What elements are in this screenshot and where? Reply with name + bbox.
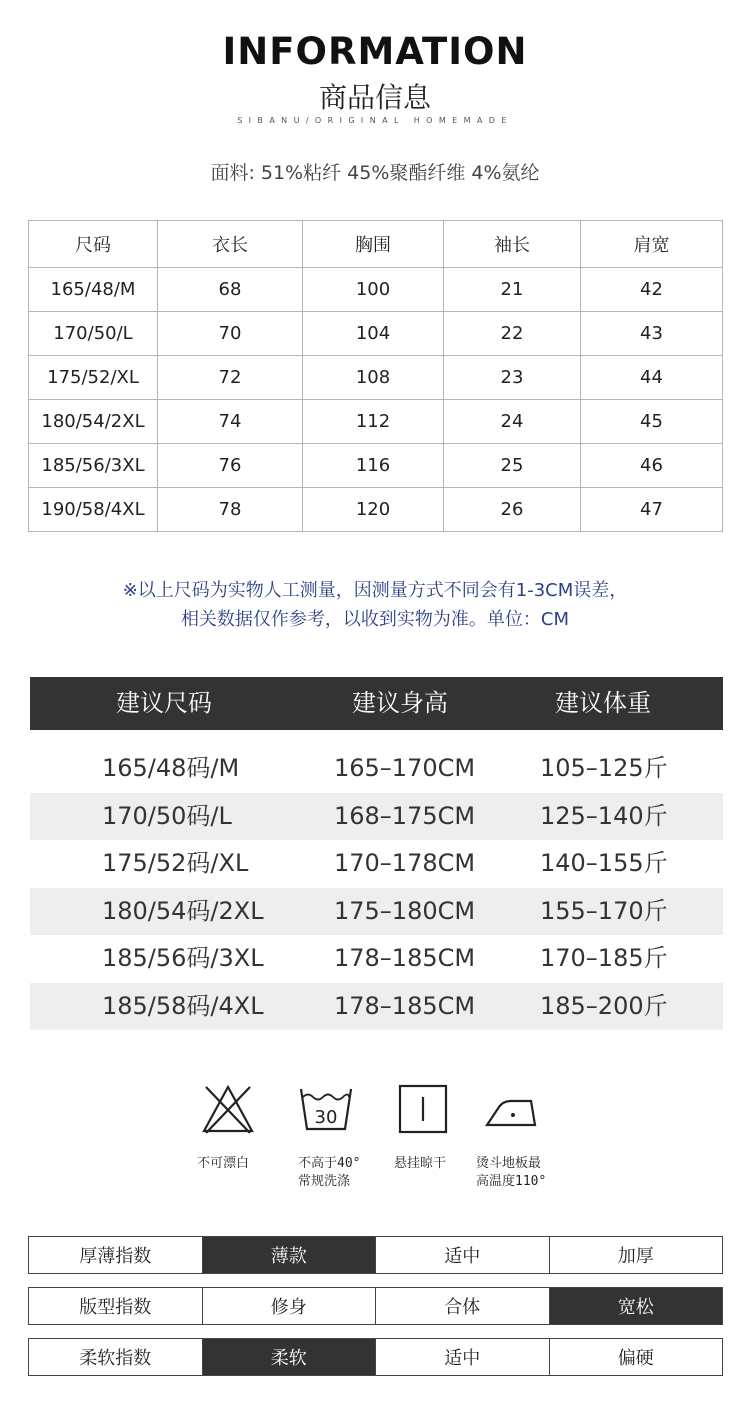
- table-cell: 104: [303, 312, 444, 356]
- fabric-composition: 面料: 51%粘纤 45%聚酯纤维 4%氨纶: [210, 162, 540, 184]
- index-option: 加厚: [549, 1237, 723, 1274]
- table-cell: 70: [158, 312, 303, 356]
- recommend-height: 168–175CM: [334, 801, 476, 830]
- table-cell: 47: [581, 488, 723, 532]
- table-cell: 26: [444, 488, 581, 532]
- table-cell: 21: [444, 268, 581, 312]
- page-title: INFORMATION: [222, 30, 528, 73]
- table-cell: 78: [158, 488, 303, 532]
- table-cell: 100: [303, 268, 444, 312]
- recommend-weight: 140–155斤: [540, 849, 668, 877]
- table-cell: 45: [581, 400, 723, 444]
- no-bleach-icon: [200, 1083, 256, 1137]
- recommend-header-height: 建议身高: [352, 689, 448, 717]
- table-cell: 120: [303, 488, 444, 532]
- measurement-note: [0, 576, 750, 634]
- table-cell: 165/48/M: [29, 268, 158, 312]
- list-item: [30, 983, 723, 1031]
- index-label: 厚薄指数: [29, 1237, 203, 1274]
- recommend-size: 175/52码/XL: [102, 849, 249, 877]
- table-row: [29, 356, 723, 400]
- table-row: [29, 488, 723, 532]
- index-label: 版型指数: [29, 1288, 203, 1325]
- recommend-size: 185/58码/4XL: [102, 991, 264, 1020]
- recommend-size: 180/54码/2XL: [102, 896, 264, 925]
- hang-dry-label: 悬挂晾干: [394, 1156, 447, 1171]
- recommend-header-weight: 建议体重: [555, 689, 651, 717]
- list-item: [30, 888, 723, 936]
- table-cell: 76: [158, 444, 303, 488]
- index-option: 柔软: [202, 1339, 376, 1376]
- table-row: [29, 400, 723, 444]
- table-cell: 175/52/XL: [29, 356, 158, 400]
- wash-temperature: 30: [314, 1107, 338, 1128]
- index-option: 修身: [202, 1288, 376, 1325]
- recommend-height: 165–170CM: [334, 754, 476, 782]
- iron-label: 烫斗地板最 高温度110°: [476, 1156, 547, 1189]
- table-cell: 23: [444, 356, 581, 400]
- table-cell: 180/54/2XL: [29, 400, 158, 444]
- table-cell: 170/50/L: [29, 312, 158, 356]
- table-cell: 44: [581, 356, 723, 400]
- size-table: [28, 220, 723, 532]
- header-cell: 袖长: [444, 221, 581, 268]
- index-option: 适中: [376, 1237, 550, 1274]
- table-cell: 116: [303, 444, 444, 488]
- recommend-weight: 170–185斤: [540, 944, 668, 972]
- index-option: 薄款: [202, 1237, 376, 1274]
- index-option: 宽松: [549, 1288, 723, 1325]
- table-cell: 43: [581, 312, 723, 356]
- table-row: [29, 1288, 723, 1325]
- softness-index: [28, 1338, 723, 1376]
- iron-low-icon: [483, 1083, 541, 1137]
- index-option: 偏硬: [549, 1339, 723, 1376]
- table-cell: 74: [158, 400, 303, 444]
- header-cell: 衣长: [158, 221, 303, 268]
- recommend-header: [30, 677, 723, 730]
- list-item: [30, 793, 723, 841]
- table-cell: 190/58/4XL: [29, 488, 158, 532]
- index-label: 柔软指数: [29, 1339, 203, 1376]
- recommend-weight: 125–140斤: [540, 801, 668, 830]
- hang-dry-icon: [397, 1083, 451, 1137]
- recommend-header-size: 建议尺码: [116, 689, 212, 717]
- recommend-size: 170/50码/L: [102, 801, 232, 830]
- header-cell: 尺码: [29, 221, 158, 268]
- table-row: [29, 268, 723, 312]
- table-row: [29, 1339, 723, 1376]
- thickness-index: [28, 1236, 723, 1274]
- recommend-table: [30, 745, 723, 1030]
- list-item: [30, 935, 723, 983]
- table-cell: 42: [581, 268, 723, 312]
- list-item: [30, 745, 723, 793]
- table-cell: 185/56/3XL: [29, 444, 158, 488]
- note-line: 相关数据仅作参考，以收到实物为准。单位：CM: [180, 609, 570, 630]
- table-cell: 25: [444, 444, 581, 488]
- wash-label: 不高于40° 常规洗涤: [298, 1156, 361, 1189]
- recommend-size: 165/48码/M: [102, 754, 240, 782]
- table-cell: 112: [303, 400, 444, 444]
- size-table-header: [29, 221, 723, 268]
- header-cell: 肩宽: [581, 221, 723, 268]
- table-cell: 24: [444, 400, 581, 444]
- table-row: [29, 444, 723, 488]
- recommend-weight: 185–200斤: [540, 991, 668, 1020]
- table-cell: 108: [303, 356, 444, 400]
- recommend-height: 170–178CM: [334, 849, 476, 877]
- table-cell: 68: [158, 268, 303, 312]
- recommend-weight: 105–125斤: [540, 754, 668, 782]
- recommend-height: 178–185CM: [334, 991, 476, 1020]
- recommend-weight: 155–170斤: [540, 896, 668, 925]
- table-cell: 22: [444, 312, 581, 356]
- no-bleach-label: 不可漂白: [197, 1156, 250, 1171]
- brand-tagline: SIBANU/ORIGINAL HOMEMADE: [237, 116, 513, 125]
- recommend-height: 178–185CM: [334, 944, 476, 972]
- wash-30-icon: [298, 1083, 354, 1137]
- index-option: 适中: [376, 1339, 550, 1376]
- page-subtitle: 商品信息: [318, 81, 431, 114]
- table-cell: 46: [581, 444, 723, 488]
- header-cell: 胸围: [303, 221, 444, 268]
- fit-index: [28, 1287, 723, 1325]
- index-option: 合体: [376, 1288, 550, 1325]
- table-row: [29, 1237, 723, 1274]
- recommend-height: 175–180CM: [334, 896, 476, 925]
- list-item: [30, 840, 723, 888]
- table-row: [29, 312, 723, 356]
- note-line: ※以上尺码为实物人工测量，因测量方式不同会有1-3CM误差，: [122, 580, 628, 601]
- table-cell: 72: [158, 356, 303, 400]
- recommend-size: 185/56码/3XL: [102, 944, 264, 972]
